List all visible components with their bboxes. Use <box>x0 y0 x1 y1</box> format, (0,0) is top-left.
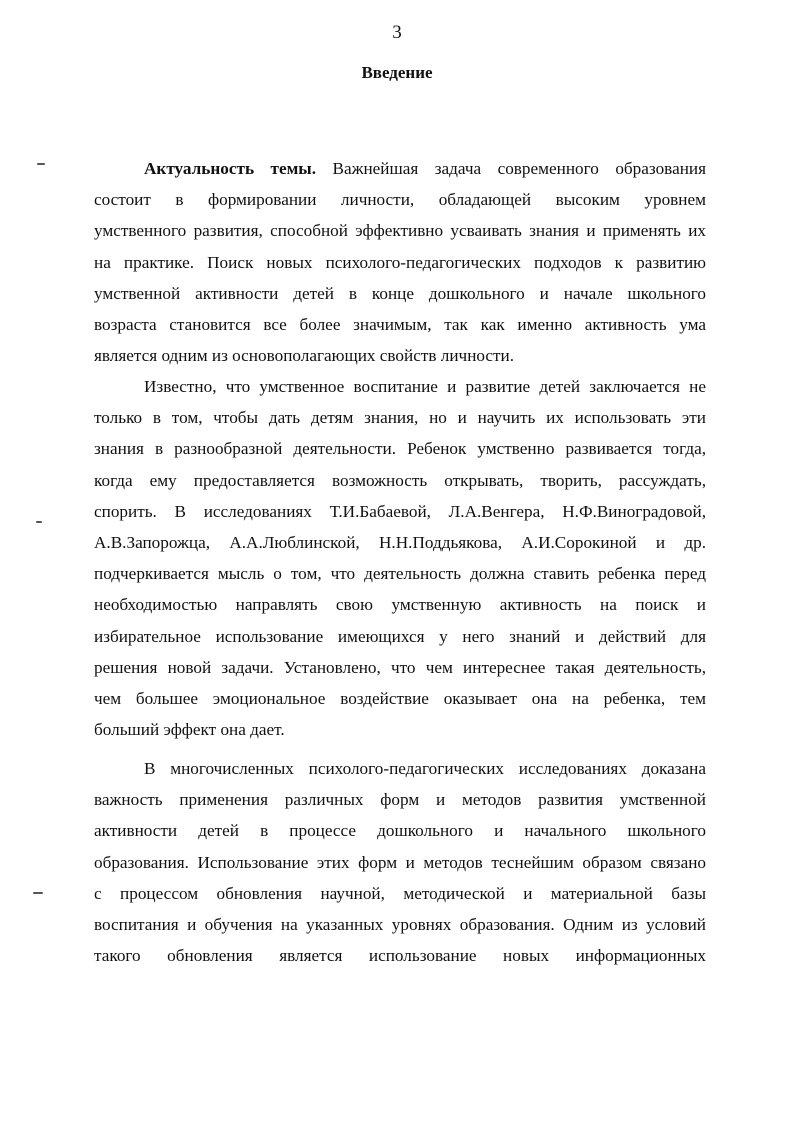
paragraph-line: возраста становится все более значимым, так как именно активность ума <box>94 314 706 334</box>
paragraph-line: умственного развития, способной эффективно усваивать знания и применять их <box>94 221 706 241</box>
paragraph-relevance <box>94 153 706 371</box>
paragraph-line: избирательное использование имеющихся у него знаний и действий для <box>94 626 706 646</box>
paragraph-line: знания в разнообразной деятельности. Ребенок умственно развивается тогда, <box>94 439 706 459</box>
paragraph-line: решения новой задачи. Установлено, что чем интереснее такая деятельность, <box>94 657 706 677</box>
paragraph-line: образования. Использование этих форм и методов теснейшим образом связано <box>94 852 706 872</box>
paragraph-line <box>94 153 706 184</box>
paragraph-line: В многочисленных психолого-педагогических исследованиях доказана <box>144 759 706 778</box>
paragraph-line: с процессом обновления научной, методической и материальной базы <box>94 883 706 903</box>
paragraph-line: является одним из основополагающих свойств личности. <box>94 346 515 366</box>
paragraph-line: на практике. Поиск новых психолого-педагогических подходов к развитию <box>94 252 706 272</box>
paragraph-mental-education <box>94 371 706 745</box>
paragraph-line: необходимостью направлять свою умственную активность на поиск и <box>94 595 706 615</box>
paragraph-line: подчеркивается мысль о том, что деятельность должна ставить ребенка перед <box>94 564 706 584</box>
paragraph-line: А.В.Запорожца, А.А.Люблинской, Н.Н.Поддьякова, А.И.Сорокиной и др. <box>94 532 706 552</box>
paragraph-line: Известно, что умственное воспитание и развитие детей заключается не <box>144 377 706 396</box>
paragraph-line: активности детей в процессе дошкольного и начального школьного <box>94 821 706 841</box>
scan-mark <box>37 163 45 165</box>
scan-mark <box>36 521 42 523</box>
scan-mark <box>33 892 43 894</box>
page-title: Введение <box>361 63 433 82</box>
paragraph-research-methods <box>94 753 706 971</box>
paragraph-line: воспитания и обучения на указанных уровнях образования. Одним из условий <box>94 914 706 934</box>
paragraph-line: состоит в формировании личности, обладающей высоким уровнем <box>94 190 706 210</box>
paragraph-line: важность применения различных форм и методов развития умственной <box>94 790 706 810</box>
line-text: Важнейшая задача современного образования <box>316 159 706 178</box>
paragraph-line: больший эффект она дает. <box>94 720 285 740</box>
page-number: 3 <box>392 22 402 43</box>
paragraph-line: только в том, чтобы дать детям знания, но и научить их использовать эти <box>94 408 706 428</box>
paragraph-line: когда ему предоставляется возможность открывать, творить, рассуждать, <box>94 470 706 490</box>
paragraph-line: чем большее эмоциональное воздействие оказывает она на ребенка, тем <box>94 688 706 708</box>
paragraph-line: спорить. В исследованиях Т.И.Бабаевой, Л.А.Венгера, Н.Ф.Виноградовой, <box>94 501 706 521</box>
paragraph-line: умственной активности детей в конце дошкольного и начале школьного <box>94 283 706 303</box>
relevance-heading: Актуальность темы. <box>144 159 317 178</box>
paragraph-line: такого обновления является использование новых информационных <box>94 946 706 966</box>
